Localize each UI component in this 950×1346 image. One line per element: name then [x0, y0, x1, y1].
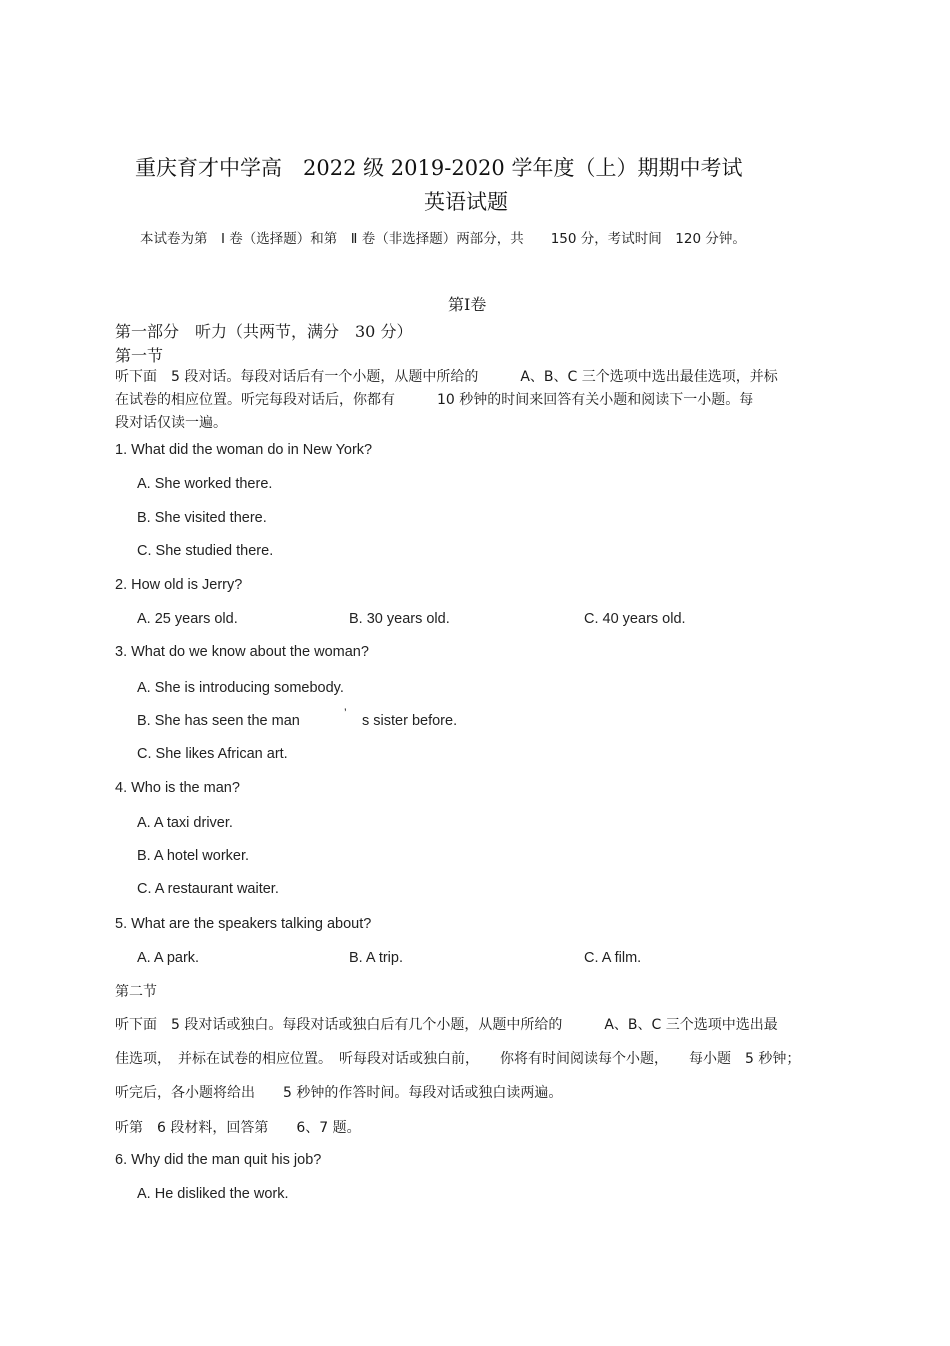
question-stem: 1. What did the woman do in New York?	[115, 442, 373, 458]
question-option: B. 30 years old.	[349, 611, 450, 627]
question-stem: 3. What do we know about the woman?	[115, 644, 369, 660]
question-option: C. A restaurant waiter.	[137, 881, 279, 897]
question-stem: 4. Who is the man?	[115, 780, 240, 796]
question-option: C. A film.	[584, 950, 642, 966]
question-option: C. She likes African art.	[137, 746, 288, 762]
section1-heading: 第一节	[115, 346, 164, 365]
question-option: B. She visited there.	[137, 510, 267, 526]
material-note: 听第 6 段材料，回答第 6、7 题。	[115, 1120, 361, 1136]
exam-note: 本试卷为第 Ⅰ 卷（选择题）和第 Ⅱ 卷（非选择题）两部分，共 150 分，考试时间 120 分钟。	[140, 231, 746, 247]
question-option-suffix: s sister before.	[362, 713, 458, 729]
section1-instruction-line: 段对话仅读一遍。	[115, 415, 227, 431]
question-option: C. 40 years old.	[584, 611, 686, 627]
question-option: A. A park.	[137, 950, 200, 966]
section1-instruction-line: 在试卷的相应位置。听完每段对话后，你都有 10 秒钟的时间来回答有关小题和阅读下一小题。每	[115, 392, 754, 408]
exam-title-line2: 英语试题	[424, 190, 508, 214]
question-option: C. She studied there.	[137, 543, 274, 559]
exam-title-line1: 重庆育才中学高 2022 级 2019-2020 学年度（上）期期中考试	[135, 156, 743, 180]
section2-instruction-line: 听下面 5 段对话或独白。每段对话或独白后有几个小题，从题中所给的 A、B、C 三个选项中选出最	[115, 1017, 778, 1033]
question-stem: 6. Why did the man quit his job?	[115, 1152, 322, 1168]
question-option: B. A trip.	[349, 950, 403, 966]
section1-instruction-line: 听下面 5 段对话。每段对话后有一个小题，从题中所给的 A、B、C 三个选项中选出最佳选项，并标	[115, 369, 778, 385]
question-option: B. She has seen the man	[137, 713, 300, 729]
part1-heading: 第一部分 听力（共两节，满分 30 分）	[115, 322, 413, 341]
apostrophe-mark: ’	[344, 706, 347, 720]
question-stem: 2. How old is Jerry?	[115, 577, 243, 593]
section2-heading: 第二节	[115, 984, 157, 1000]
volume-title: 第Ⅰ卷	[448, 295, 487, 314]
question-option: A. 25 years old.	[137, 611, 238, 627]
question-stem: 5. What are the speakers talking about?	[115, 916, 372, 932]
question-option: B. A hotel worker.	[137, 848, 250, 864]
question-option: A. A taxi driver.	[137, 815, 233, 831]
question-option: A. She worked there.	[137, 476, 273, 492]
section2-instruction-line: 听完后，各小题将给出 5 秒钟的作答时间。每段对话或独白读两遍。	[115, 1085, 563, 1101]
question-option: A. He disliked the work.	[137, 1186, 289, 1202]
question-option: A. She is introducing somebody.	[137, 680, 344, 696]
section2-instruction-line: 佳选项， 并标在试卷的相应位置。 听每段对话或独白前， 你将有时间阅读每个小题， 每小题 5 秒钟；	[115, 1051, 801, 1067]
